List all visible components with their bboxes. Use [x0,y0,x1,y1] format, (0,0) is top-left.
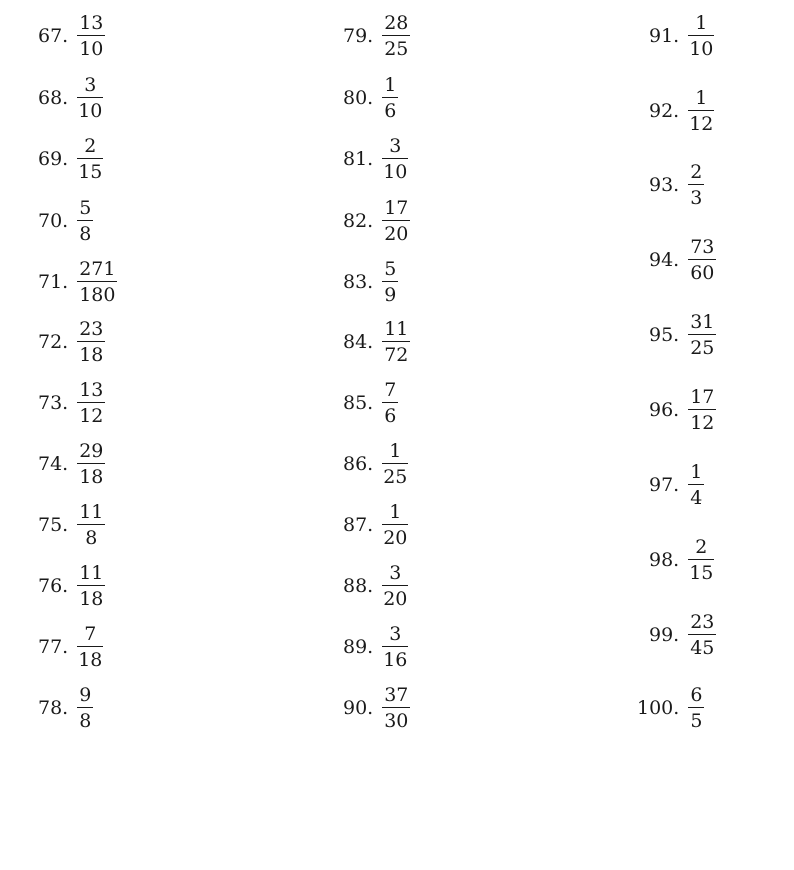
fraction [383,381,397,426]
item-number: 74. [38,453,69,475]
answer-item-67 [38,14,104,59]
fraction [383,564,407,609]
fraction [383,625,407,670]
item-number: 99. [649,624,680,646]
answer-item-69 [38,137,102,182]
fraction [689,538,713,583]
answer-item-79 [343,14,409,59]
item-number: 95. [649,324,680,346]
numerator: 6 [690,684,703,706]
item-number: 69. [38,148,69,170]
numerator: 17 [384,197,409,219]
fraction [383,199,409,244]
item-number: 86. [343,453,374,475]
numerator: 29 [79,440,104,462]
item-number: 70. [38,210,69,232]
denominator: 3 [690,187,703,209]
numerator: 2 [690,161,703,183]
fraction [689,388,715,433]
numerator: 13 [79,379,104,401]
numerator: 9 [79,684,92,706]
answer-item-88 [343,564,407,609]
fraction [78,442,104,487]
answer-item-73 [38,381,104,426]
answer-item-75 [38,503,104,548]
denominator: 12 [79,405,104,427]
denominator: 18 [79,344,104,366]
fraction [383,320,409,365]
numerator: 3 [382,625,408,647]
fraction [78,625,102,670]
denominator: 18 [79,588,104,610]
numerator: 28 [384,12,409,34]
denominator: 12 [689,113,714,135]
denominator: 4 [690,487,703,509]
item-number: 98. [649,549,680,571]
denominator: 15 [689,562,714,584]
denominator: 8 [79,710,92,732]
answer-item-97 [649,463,703,508]
fraction [78,260,116,305]
denominator: 9 [384,284,397,306]
numerator: 17 [690,386,715,408]
answer-item-93 [649,163,703,208]
numerator: 11 [79,501,104,523]
answer-column-3 [600,0,794,740]
item-number: 90. [343,697,374,719]
numerator: 11 [79,562,104,584]
item-number: 75. [38,514,69,536]
denominator: 45 [690,637,715,659]
item-number: 88. [343,575,374,597]
answer-item-80 [343,76,397,121]
numerator: 5 [79,197,92,219]
item-number: 73. [38,392,69,414]
fraction [689,89,713,134]
numerator: 37 [384,684,409,706]
item-number: 81. [343,148,374,170]
numerator: 31 [690,311,715,333]
denominator: 10 [383,161,408,183]
item-number: 93. [649,174,680,196]
numerator: 7 [384,379,397,401]
numerator: 3 [382,564,408,586]
answer-item-77 [38,625,102,670]
item-number: 67. [38,25,69,47]
answer-column-2 [300,0,600,740]
answer-item-82 [343,199,409,244]
answer-column-1 [0,0,300,740]
item-number: 92. [649,100,680,122]
answer-item-70 [38,199,92,244]
item-number: 79. [343,25,374,47]
answer-item-95 [649,313,715,358]
numerator: 1 [384,74,397,96]
fraction [383,686,409,731]
item-number: 72. [38,331,69,353]
fraction [689,313,715,358]
numerator: 1 [382,442,408,464]
denominator: 25 [384,38,409,60]
numerator: 23 [690,611,715,633]
answer-item-83 [343,260,397,305]
numerator: 2 [688,538,714,560]
denominator: 10 [78,100,103,122]
fraction [78,564,104,609]
fraction [383,260,397,305]
answer-item-100 [637,686,703,731]
answer-item-81 [343,137,407,182]
answer-item-74 [38,442,104,487]
denominator: 12 [690,412,715,434]
answer-item-96 [649,388,715,433]
fraction [689,686,703,731]
answer-item-68 [38,76,102,121]
answer-item-99 [649,613,715,658]
denominator: 18 [78,649,103,671]
numerator: 7 [77,625,103,647]
item-number: 91. [649,25,680,47]
numerator: 1 [688,89,714,111]
fraction [78,14,104,59]
numerator: 23 [79,318,104,340]
fraction [383,137,407,182]
denominator: 8 [79,223,92,245]
fraction [78,199,92,244]
fraction [78,686,92,731]
item-number: 87. [343,514,374,536]
denominator: 15 [78,161,103,183]
denominator: 30 [384,710,409,732]
denominator: 6 [384,405,397,427]
numerator: 271 [79,258,116,280]
numerator: 2 [77,137,103,159]
denominator: 60 [690,262,715,284]
item-number: 77. [38,636,69,658]
denominator: 25 [690,337,715,359]
numerator: 3 [77,76,103,98]
numerator: 3 [382,137,408,159]
fraction [78,76,102,121]
fraction [78,381,104,426]
item-number: 84. [343,331,374,353]
answer-item-87 [343,503,407,548]
denominator: 5 [690,710,703,732]
fraction [689,613,715,658]
answer-item-86 [343,442,407,487]
answer-item-72 [38,320,104,365]
fraction [689,14,713,59]
answer-item-92 [649,89,713,134]
answer-item-90 [343,686,409,731]
fraction [383,503,407,548]
denominator: 180 [79,284,116,306]
item-number: 96. [649,399,680,421]
item-number: 82. [343,210,374,232]
answer-item-89 [343,625,407,670]
fraction [78,137,102,182]
fraction [689,238,715,283]
item-number: 100. [637,697,680,719]
item-number: 85. [343,392,374,414]
answer-item-85 [343,381,397,426]
denominator: 72 [384,344,409,366]
answer-item-71 [38,260,116,305]
denominator: 16 [383,649,408,671]
numerator: 5 [384,258,397,280]
item-number: 94. [649,249,680,271]
fraction [78,503,104,548]
denominator: 10 [79,38,104,60]
answer-item-78 [38,686,92,731]
answer-item-98 [649,538,713,583]
denominator: 18 [79,466,104,488]
item-number: 80. [343,87,374,109]
answer-item-76 [38,564,104,609]
denominator: 25 [383,466,408,488]
item-number: 89. [343,636,374,658]
answer-item-94 [649,238,715,283]
denominator: 20 [383,588,408,610]
fraction [383,76,397,121]
fraction [78,320,104,365]
denominator: 20 [384,223,409,245]
denominator: 8 [85,527,98,549]
denominator: 10 [689,38,714,60]
numerator: 11 [384,318,409,340]
item-number: 76. [38,575,69,597]
denominator: 20 [383,527,408,549]
item-number: 97. [649,474,680,496]
item-number: 78. [38,697,69,719]
item-number: 83. [343,271,374,293]
item-number: 68. [38,87,69,109]
fraction [689,163,703,208]
answer-item-91 [649,14,713,59]
answer-item-84 [343,320,409,365]
numerator: 1 [690,461,703,483]
fraction [383,442,407,487]
fraction [689,463,703,508]
numerator: 73 [690,236,715,258]
numerator: 1 [688,14,714,36]
item-number: 71. [38,271,69,293]
denominator: 6 [384,100,397,122]
fraction [383,14,409,59]
numerator: 1 [382,503,408,525]
numerator: 13 [79,12,104,34]
